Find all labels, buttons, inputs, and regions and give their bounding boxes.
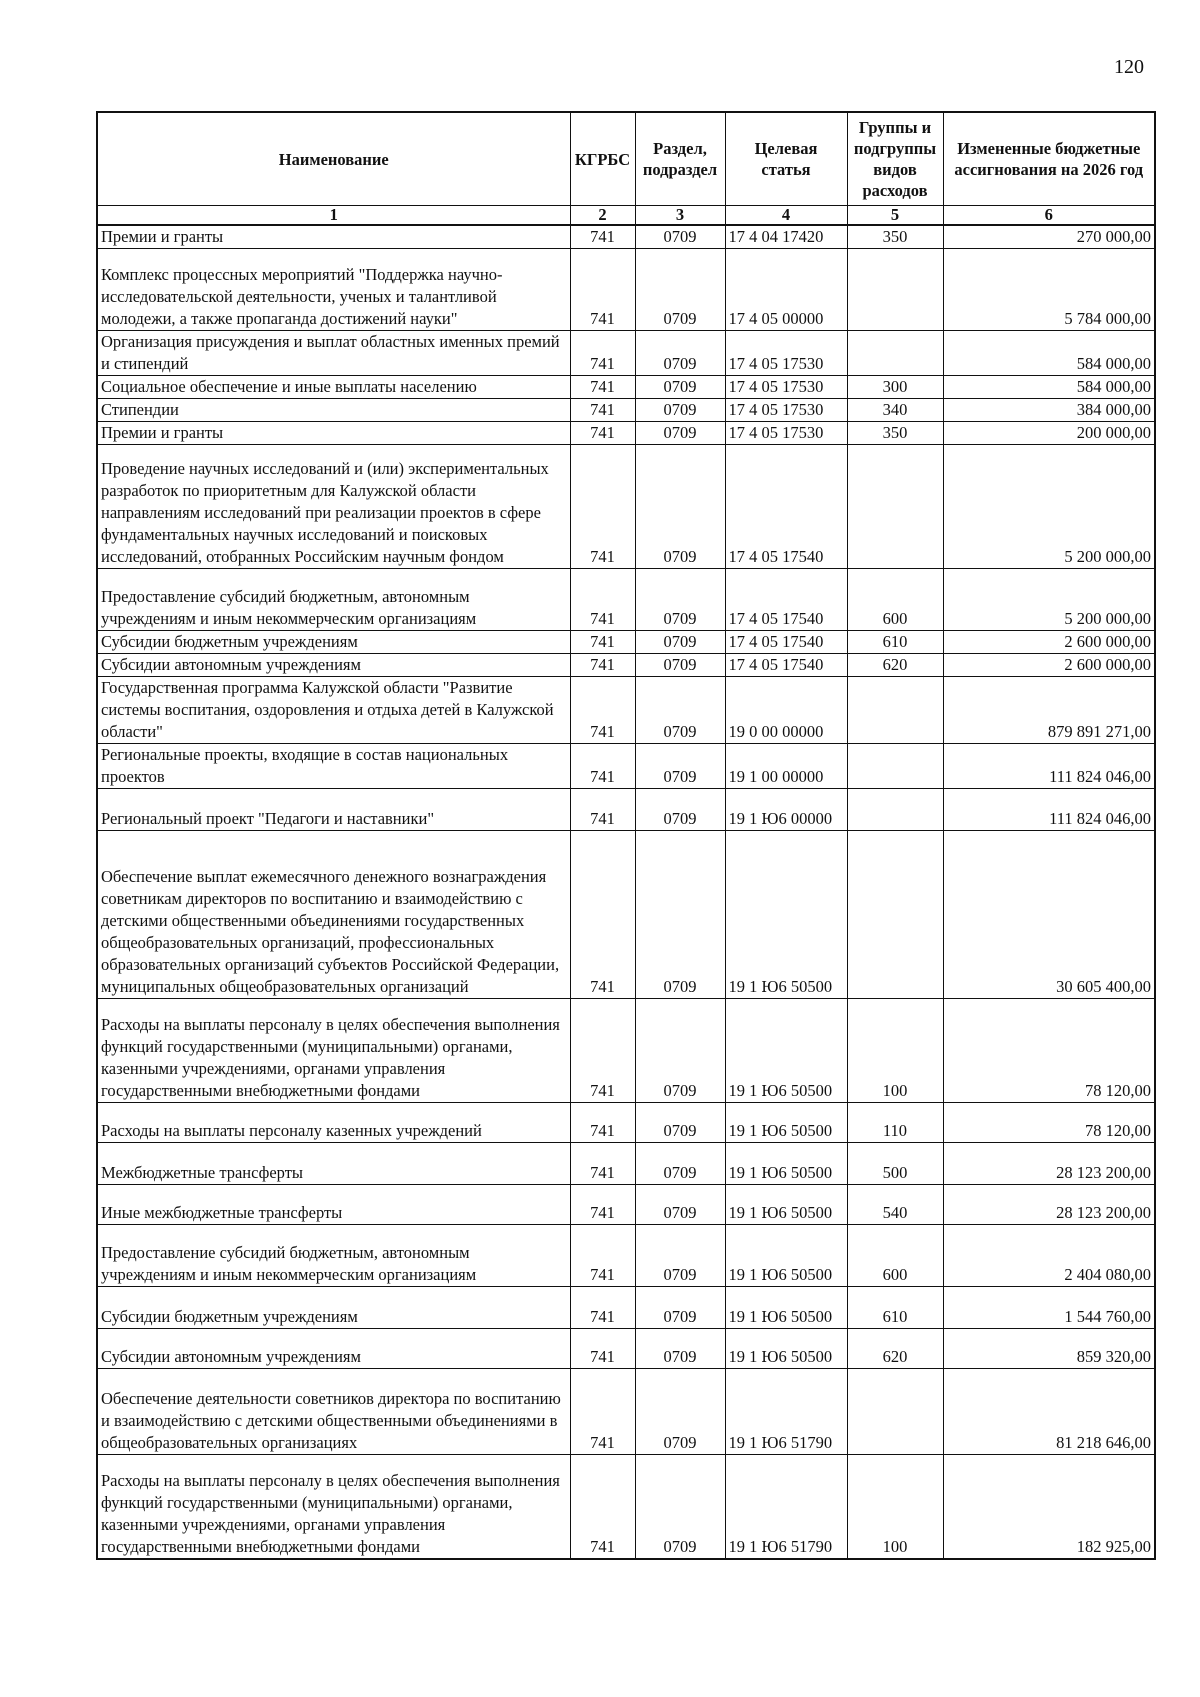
row-kgrbs: 741 bbox=[570, 999, 635, 1103]
row-expense-type: 350 bbox=[847, 422, 943, 445]
table-row bbox=[97, 744, 1155, 789]
table-row bbox=[97, 445, 1155, 569]
row-expense-type bbox=[847, 1369, 943, 1455]
row-target-article: 17 4 05 17530 bbox=[725, 331, 847, 376]
row-expense-type: 500 bbox=[847, 1143, 943, 1185]
table-row bbox=[97, 1455, 1155, 1559]
row-razdel: 0709 bbox=[635, 1329, 725, 1369]
table-row bbox=[97, 569, 1155, 631]
row-kgrbs: 741 bbox=[570, 1225, 635, 1287]
row-name: Субсидии бюджетным учреждениям bbox=[97, 631, 570, 654]
row-kgrbs: 741 bbox=[570, 831, 635, 999]
row-amount: 879 891 271,00 bbox=[943, 677, 1155, 744]
row-razdel: 0709 bbox=[635, 1369, 725, 1455]
row-amount: 584 000,00 bbox=[943, 376, 1155, 399]
row-kgrbs: 741 bbox=[570, 376, 635, 399]
row-name: Иные межбюджетные трансферты bbox=[97, 1185, 570, 1225]
row-name: Субсидии бюджетным учреждениям bbox=[97, 1287, 570, 1329]
row-expense-type: 620 bbox=[847, 1329, 943, 1369]
row-amount: 5 200 000,00 bbox=[943, 569, 1155, 631]
row-name: Расходы на выплаты персоналу в целях обеспечения выполнения функций государственными (муниципальными) органами, казенными учреждениями, органами управления государственными внебюджетными фондами bbox=[97, 1455, 570, 1559]
row-kgrbs: 741 bbox=[570, 631, 635, 654]
row-name: Субсидии автономным учреждениям bbox=[97, 1329, 570, 1369]
row-kgrbs: 741 bbox=[570, 225, 635, 249]
row-expense-type: 340 bbox=[847, 399, 943, 422]
row-kgrbs: 741 bbox=[570, 445, 635, 569]
row-name: Премии и гранты bbox=[97, 422, 570, 445]
row-razdel: 0709 bbox=[635, 399, 725, 422]
table-row bbox=[97, 422, 1155, 445]
row-razdel: 0709 bbox=[635, 1225, 725, 1287]
row-target-article: 19 1 Ю6 50500 bbox=[725, 999, 847, 1103]
row-amount: 270 000,00 bbox=[943, 225, 1155, 249]
table-row bbox=[97, 1103, 1155, 1143]
row-razdel: 0709 bbox=[635, 376, 725, 399]
table-body bbox=[97, 225, 1155, 1559]
row-amount: 859 320,00 bbox=[943, 1329, 1155, 1369]
row-target-article: 17 4 05 17540 bbox=[725, 445, 847, 569]
row-target-article: 17 4 05 17530 bbox=[725, 376, 847, 399]
budget-table-container bbox=[96, 111, 1154, 1560]
row-target-article: 17 4 05 17530 bbox=[725, 422, 847, 445]
row-razdel: 0709 bbox=[635, 631, 725, 654]
row-amount: 111 824 046,00 bbox=[943, 744, 1155, 789]
budget-table bbox=[96, 111, 1156, 1560]
row-kgrbs: 741 bbox=[570, 789, 635, 831]
row-expense-type bbox=[847, 744, 943, 789]
row-expense-type bbox=[847, 445, 943, 569]
row-amount: 81 218 646,00 bbox=[943, 1369, 1155, 1455]
row-target-article: 17 4 05 17530 bbox=[725, 399, 847, 422]
table-row bbox=[97, 225, 1155, 249]
table-row bbox=[97, 831, 1155, 999]
row-name: Государственная программа Калужской области "Развитие системы воспитания, оздоровления и отдыха детей в Калужской области" bbox=[97, 677, 570, 744]
row-expense-type: 100 bbox=[847, 999, 943, 1103]
table-row bbox=[97, 789, 1155, 831]
row-target-article: 19 1 00 00000 bbox=[725, 744, 847, 789]
row-expense-type bbox=[847, 331, 943, 376]
row-name: Социальное обеспечение и иные выплаты населению bbox=[97, 376, 570, 399]
row-expense-type bbox=[847, 831, 943, 999]
row-kgrbs: 741 bbox=[570, 249, 635, 331]
row-target-article: 19 1 Ю6 51790 bbox=[725, 1369, 847, 1455]
row-target-article: 19 1 Ю6 50500 bbox=[725, 1143, 847, 1185]
row-expense-type: 620 bbox=[847, 654, 943, 677]
row-name: Межбюджетные трансферты bbox=[97, 1143, 570, 1185]
table-row bbox=[97, 1185, 1155, 1225]
header-target-article: Целевая статья bbox=[725, 112, 847, 206]
header-kgrbs: КГРБС bbox=[570, 112, 635, 206]
row-kgrbs: 741 bbox=[570, 569, 635, 631]
row-razdel: 0709 bbox=[635, 569, 725, 631]
row-razdel: 0709 bbox=[635, 999, 725, 1103]
row-amount: 182 925,00 bbox=[943, 1455, 1155, 1559]
column-number-row bbox=[97, 206, 1155, 226]
header-razdel: Раздел, подраздел bbox=[635, 112, 725, 206]
header-allocations: Измененные бюджетные ассигнования на 2026 год bbox=[943, 112, 1155, 206]
row-target-article: 17 4 05 17540 bbox=[725, 654, 847, 677]
column-number: 5 bbox=[847, 206, 943, 226]
header-name: Наименование bbox=[97, 112, 570, 206]
row-expense-type bbox=[847, 789, 943, 831]
table-row bbox=[97, 331, 1155, 376]
table-row bbox=[97, 999, 1155, 1103]
row-name: Региональный проект "Педагоги и наставники" bbox=[97, 789, 570, 831]
row-target-article: 19 1 Ю6 51790 bbox=[725, 1455, 847, 1559]
row-razdel: 0709 bbox=[635, 1455, 725, 1559]
row-target-article: 17 4 04 17420 bbox=[725, 225, 847, 249]
row-kgrbs: 741 bbox=[570, 399, 635, 422]
row-expense-type bbox=[847, 249, 943, 331]
row-kgrbs: 741 bbox=[570, 654, 635, 677]
row-razdel: 0709 bbox=[635, 445, 725, 569]
row-amount: 28 123 200,00 bbox=[943, 1185, 1155, 1225]
table-row bbox=[97, 1143, 1155, 1185]
column-number: 1 bbox=[97, 206, 570, 226]
table-row bbox=[97, 1225, 1155, 1287]
row-razdel: 0709 bbox=[635, 1103, 725, 1143]
row-kgrbs: 741 bbox=[570, 1369, 635, 1455]
row-amount: 5 784 000,00 bbox=[943, 249, 1155, 331]
row-amount: 78 120,00 bbox=[943, 999, 1155, 1103]
row-name: Комплекс процессных мероприятий "Поддержка научно-исследовательской деятельности, ученых и талантливой молодежи, а также пропаганда достижений науки" bbox=[97, 249, 570, 331]
row-kgrbs: 741 bbox=[570, 1143, 635, 1185]
table-row bbox=[97, 249, 1155, 331]
row-expense-type: 300 bbox=[847, 376, 943, 399]
row-amount: 200 000,00 bbox=[943, 422, 1155, 445]
row-razdel: 0709 bbox=[635, 331, 725, 376]
row-amount: 2 600 000,00 bbox=[943, 654, 1155, 677]
row-name: Предоставление субсидий бюджетным, автономным учреждениям и иным некоммерческим организациям bbox=[97, 569, 570, 631]
row-expense-type: 350 bbox=[847, 225, 943, 249]
row-kgrbs: 741 bbox=[570, 422, 635, 445]
row-kgrbs: 741 bbox=[570, 1455, 635, 1559]
row-name: Премии и гранты bbox=[97, 225, 570, 249]
row-name: Региональные проекты, входящие в состав национальных проектов bbox=[97, 744, 570, 789]
row-target-article: 19 0 00 00000 bbox=[725, 677, 847, 744]
table-row bbox=[97, 376, 1155, 399]
row-kgrbs: 741 bbox=[570, 331, 635, 376]
row-amount: 584 000,00 bbox=[943, 331, 1155, 376]
row-expense-type: 610 bbox=[847, 1287, 943, 1329]
table-row bbox=[97, 1369, 1155, 1455]
row-amount: 1 544 760,00 bbox=[943, 1287, 1155, 1329]
row-target-article: 19 1 Ю6 50500 bbox=[725, 1185, 847, 1225]
row-target-article: 17 4 05 17540 bbox=[725, 569, 847, 631]
row-kgrbs: 741 bbox=[570, 677, 635, 744]
row-kgrbs: 741 bbox=[570, 1103, 635, 1143]
row-amount: 384 000,00 bbox=[943, 399, 1155, 422]
row-name: Организация присуждения и выплат областных именных премий и стипендий bbox=[97, 331, 570, 376]
row-expense-type: 110 bbox=[847, 1103, 943, 1143]
column-number: 4 bbox=[725, 206, 847, 226]
row-amount: 30 605 400,00 bbox=[943, 831, 1155, 999]
row-amount: 2 600 000,00 bbox=[943, 631, 1155, 654]
row-name: Стипендии bbox=[97, 399, 570, 422]
row-razdel: 0709 bbox=[635, 422, 725, 445]
table-row bbox=[97, 1287, 1155, 1329]
row-name: Субсидии автономным учреждениям bbox=[97, 654, 570, 677]
row-amount: 2 404 080,00 bbox=[943, 1225, 1155, 1287]
row-target-article: 19 1 Ю6 00000 bbox=[725, 789, 847, 831]
table-row bbox=[97, 399, 1155, 422]
row-expense-type: 600 bbox=[847, 569, 943, 631]
row-expense-type: 600 bbox=[847, 1225, 943, 1287]
row-razdel: 0709 bbox=[635, 1185, 725, 1225]
row-kgrbs: 741 bbox=[570, 1329, 635, 1369]
row-expense-type bbox=[847, 677, 943, 744]
row-kgrbs: 741 bbox=[570, 744, 635, 789]
row-target-article: 19 1 Ю6 50500 bbox=[725, 831, 847, 999]
header-expense-groups: Группы и подгруппы видов расходов bbox=[847, 112, 943, 206]
table-row bbox=[97, 654, 1155, 677]
row-razdel: 0709 bbox=[635, 249, 725, 331]
row-target-article: 19 1 Ю6 50500 bbox=[725, 1225, 847, 1287]
page-number: 120 bbox=[1114, 56, 1144, 78]
row-kgrbs: 741 bbox=[570, 1185, 635, 1225]
row-target-article: 19 1 Ю6 50500 bbox=[725, 1103, 847, 1143]
row-kgrbs: 741 bbox=[570, 1287, 635, 1329]
table-row bbox=[97, 631, 1155, 654]
row-name: Обеспечение деятельности советников директора по воспитанию и взаимодействию с детскими общественными объединениями в общеобразовательных организациях bbox=[97, 1369, 570, 1455]
column-number: 3 bbox=[635, 206, 725, 226]
row-razdel: 0709 bbox=[635, 1143, 725, 1185]
row-expense-type: 540 bbox=[847, 1185, 943, 1225]
row-razdel: 0709 bbox=[635, 744, 725, 789]
row-target-article: 19 1 Ю6 50500 bbox=[725, 1329, 847, 1369]
table-row bbox=[97, 677, 1155, 744]
row-target-article: 17 4 05 00000 bbox=[725, 249, 847, 331]
header-row bbox=[97, 112, 1155, 206]
row-amount: 5 200 000,00 bbox=[943, 445, 1155, 569]
column-number: 6 bbox=[943, 206, 1155, 226]
row-name: Расходы на выплаты персоналу в целях обеспечения выполнения функций государственными (муниципальными) органами, казенными учреждениями, органами управления государственными внебюджетными фондами bbox=[97, 999, 570, 1103]
row-expense-type: 100 bbox=[847, 1455, 943, 1559]
row-name: Предоставление субсидий бюджетным, автономным учреждениям и иным некоммерческим организациям bbox=[97, 1225, 570, 1287]
row-name: Расходы на выплаты персоналу казенных учреждений bbox=[97, 1103, 570, 1143]
row-razdel: 0709 bbox=[635, 789, 725, 831]
row-name: Обеспечение выплат ежемесячного денежного вознаграждения советникам директоров по воспитанию и взаимодействию с детскими общественными объединениями государственных общеобразовательных организаций, профессиональных образовательных организаций субъектов Российской Федерации, муниципальных общеобразовательных организаций bbox=[97, 831, 570, 999]
row-razdel: 0709 bbox=[635, 225, 725, 249]
row-target-article: 19 1 Ю6 50500 bbox=[725, 1287, 847, 1329]
column-number: 2 bbox=[570, 206, 635, 226]
row-amount: 111 824 046,00 bbox=[943, 789, 1155, 831]
row-amount: 28 123 200,00 bbox=[943, 1143, 1155, 1185]
row-target-article: 17 4 05 17540 bbox=[725, 631, 847, 654]
row-razdel: 0709 bbox=[635, 654, 725, 677]
table-row bbox=[97, 1329, 1155, 1369]
row-razdel: 0709 bbox=[635, 1287, 725, 1329]
row-razdel: 0709 bbox=[635, 677, 725, 744]
row-razdel: 0709 bbox=[635, 831, 725, 999]
row-amount: 78 120,00 bbox=[943, 1103, 1155, 1143]
row-expense-type: 610 bbox=[847, 631, 943, 654]
row-name: Проведение научных исследований и (или) экспериментальных разработок по приоритетным для Калужской области направлениям исследований при реализации проектов в сфере фундаментальных научных исследований и поисковых исследований, отобранных Российским научным фондом bbox=[97, 445, 570, 569]
